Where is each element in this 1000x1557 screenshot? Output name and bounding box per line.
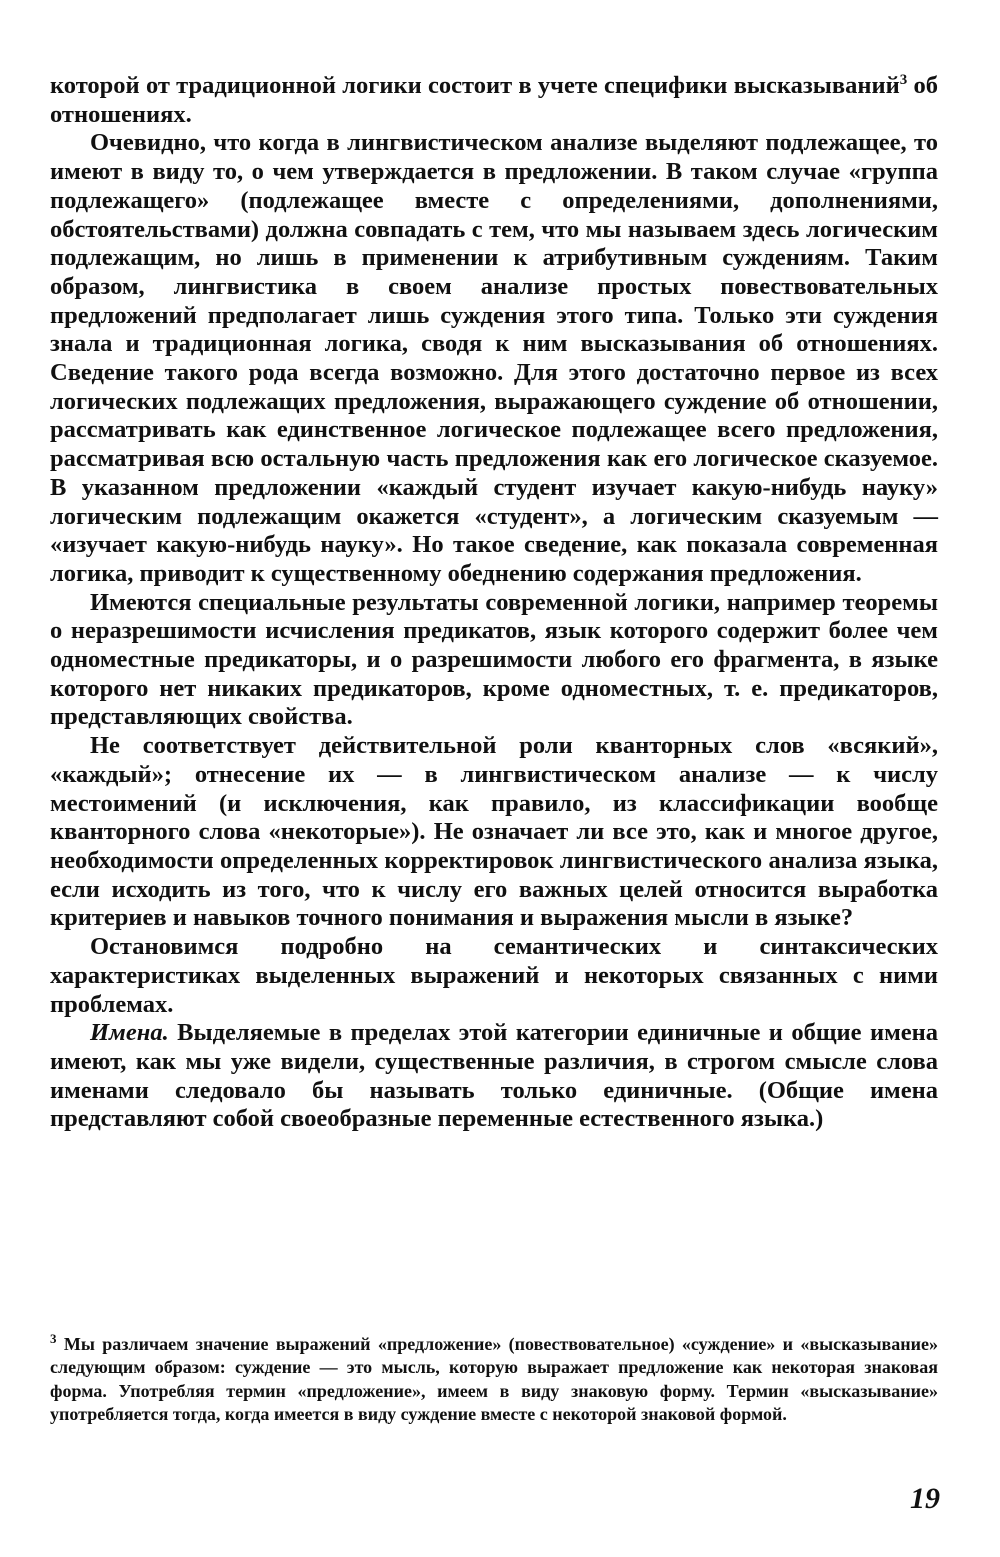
paragraph-1: [50, 72, 938, 129]
paragraph-5: Остановимся подробно на семантических и синтаксических характеристиках выделенных выражений и некоторых связанных с ними проблемах.: [50, 933, 938, 1018]
paragraph-3: Имеются специальные результаты современной логики, например теоремы о неразрешимости исчисления предикатов, язык которого содержит более чем одноместные предикаторы, и о разрешимости любого его фрагмента, в языке которого нет никаких предикаторов, кроме одноместных, т. е. предикаторов, представляющих свойства.: [50, 588, 938, 731]
paragraph-2: Очевидно, что когда в лингвистическом анализе выделяют подлежащее, то имеют в виду то, о чем утверждается в предложении. В таком случае «группа подлежащего» (подлежащее вместе с определениями, дополнениями, обстоятельствами) должна совпадать с тем, что мы называем здесь логическим подлежащим, но лишь в применении к атрибутивным суждениям. Таким образом, лингвистика в своем анализе простых повествовательных предложений предполагает лишь суждения этого типа. Только эти суждения знала и традиционная логика, сводя к ним высказывания об отношениях. Сведение такого рода всегда возможно. Для этого достаточно первое из всех логических подлежащих предложения, выражающего суждение об отношении, рассматривать как единственное логическое подлежащее всего предложения, рассматривая всю остальную часть предложения как его логическое сказуемое. В указанном предложении «каждый студент изучает какую-нибудь науку» логическим подлежащим окажется «студент», а логическим сказуемым — «изучает какую-нибудь науку». Но такое сведение, как показала современная логика, приводит к существенному обеднению содержания предложения.: [50, 129, 938, 587]
section-heading-names: Имена.: [90, 1019, 169, 1047]
paragraph-1-tail: об отношениях.: [50, 72, 939, 128]
paragraph-1-text: которой от традиционной логики состоит в учете специфики высказываний: [50, 72, 900, 99]
paragraph-6-text: Выделяемые в пределах этой категории единичные и общие имена имеют, как мы уже видели, существенные различия, в строгом смысле слова именами следовало бы называть только единичные. (Общие имена представляют собой своеобразные переменные естественного языка.): [50, 1019, 938, 1133]
paragraph-6: [50, 1019, 938, 1134]
footnote-mark: 3: [50, 1331, 57, 1346]
footnote: [50, 1333, 938, 1427]
footnote-text: Мы различаем значение выражений «предложение» (повествовательное) «суждение» и «высказывание» следующим образом: суждение — это мысль, которую выражает предложение как некоторая знаковая форма. Употребляя термин «предложение», имеем в виду знаковую форму. Термин «высказывание» употребляется тогда, когда имеется в виду суждение вместе с некоторой знаковой формой.: [50, 1334, 938, 1425]
page-number: 19: [910, 1482, 940, 1515]
main-text: [50, 72, 938, 1134]
footnote-ref[interactable]: 3: [899, 71, 908, 88]
paragraph-4: Не соответствует действительной роли кванторных слов «всякий», «каждый»; отнесение их — в лингвистическом анализе — к числу местоимений (и исключения, как правило, из классификации вообще кванторного слова «некоторые»). Не означает ли все это, как и многое другое, необходимости определенных корректировок лингвистического анализа языка, если исходить из того, что к числу его важных целей относится выработка критериев и навыков точного понимания и выражения мысли в языке?: [50, 732, 938, 932]
